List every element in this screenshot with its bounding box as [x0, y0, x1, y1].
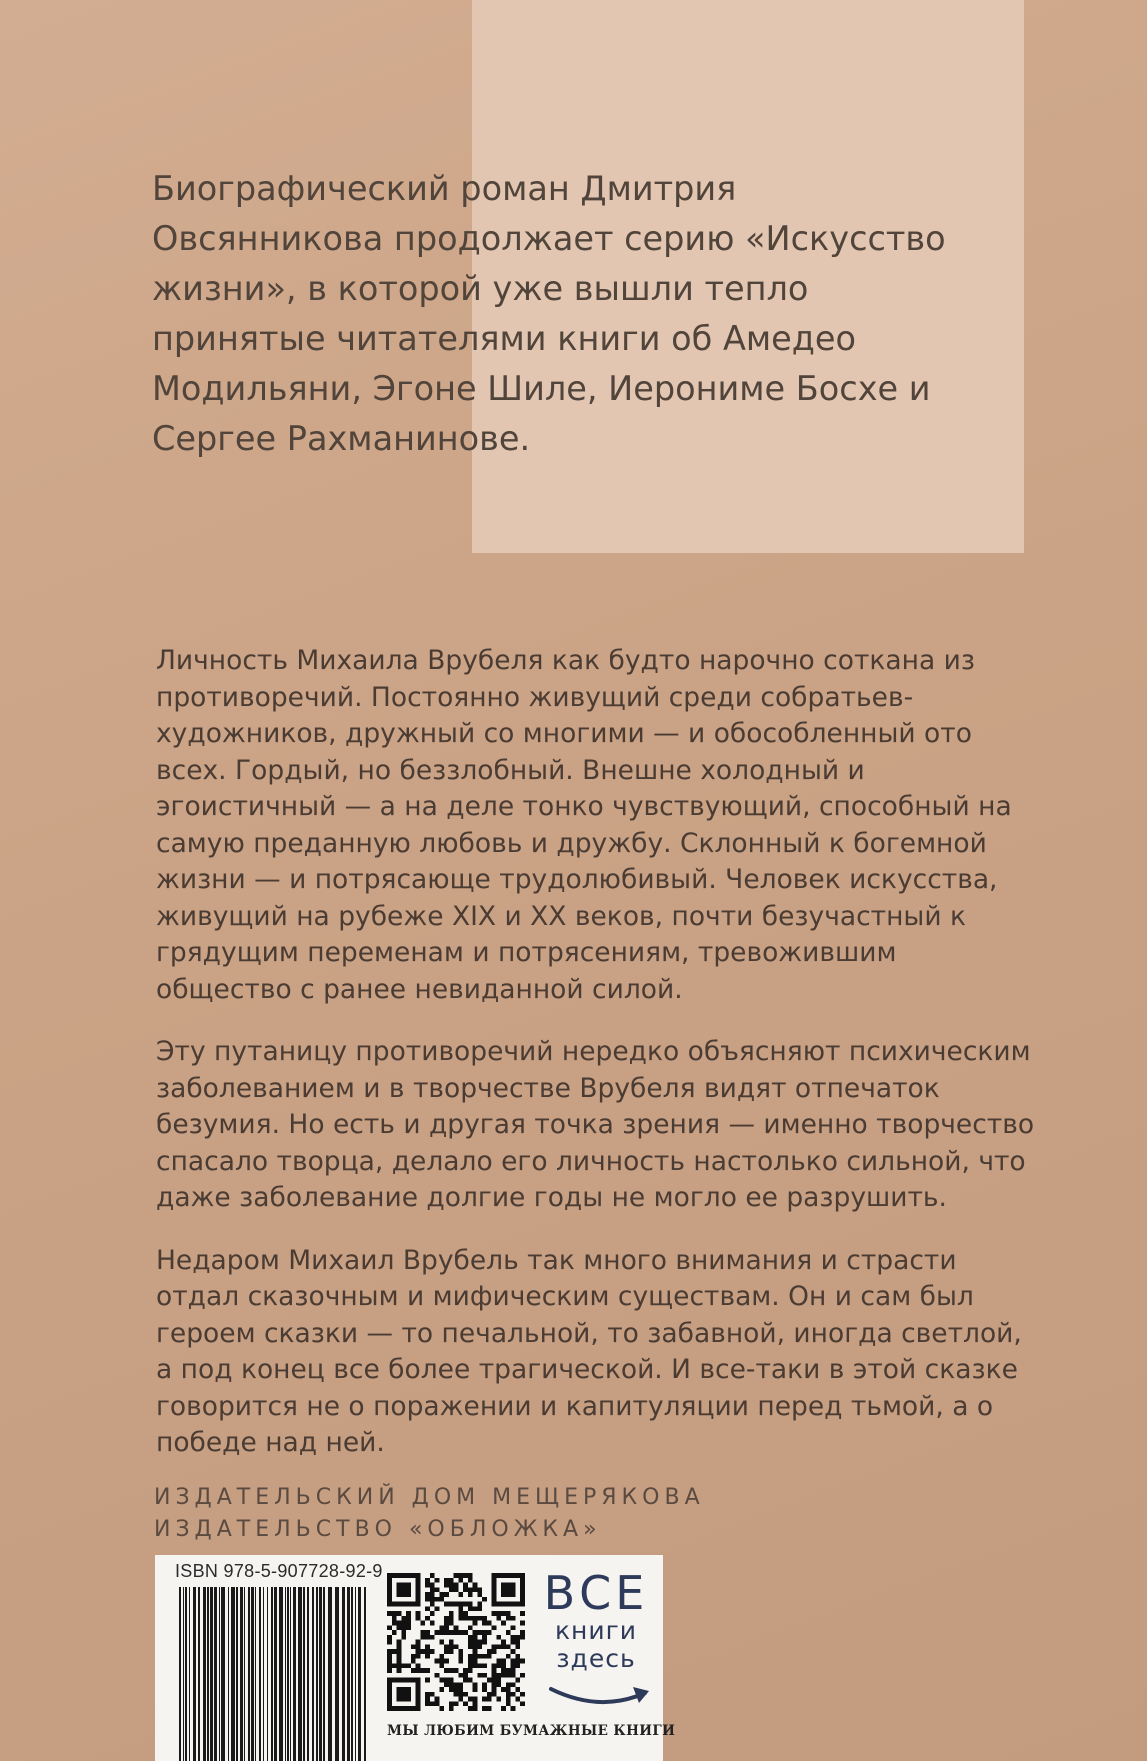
- paragraph-3: Недаром Михаил Врубель так много внимания и страсти отдал сказочным и мифическим существам. Он и сам был героем сказки — то печальной, то забавной, иногда светлой, а под конец все более трагической. И все-таки в этой сказке говорится не о поражении и капитуляции перед тьмой, а о победе над ней.: [156, 1244, 1022, 1458]
- brand-word-3: здесь: [556, 1644, 636, 1673]
- isbn-text: ISBN 978-5-907728-92-9: [175, 1561, 383, 1581]
- qr-code-icon: [387, 1573, 525, 1711]
- publisher-block: [154, 1482, 854, 1546]
- publisher-line-2: ИЗДАТЕЛЬСТВО «ОБЛОЖКА»: [154, 1517, 602, 1542]
- barcode-icon: [177, 1587, 371, 1761]
- curved-arrow-icon: [545, 1683, 655, 1713]
- brand-word-2: книги: [554, 1616, 638, 1645]
- publisher-line-1: ИЗДАТЕЛЬСКИЙ ДОМ МЕЩЕРЯКОВА: [154, 1485, 705, 1510]
- brand-word-1: ВСЕ: [543, 1566, 649, 1620]
- paragraph-1: Личность Михаила Врубеля как будто нарочно соткана из противоречий. Постоянно живущий среди собратьев-художников, дружный со многими — и обособленный ото всех. Гордый, но беззлобный. Внешне холодный и эгоистичный — а на деле тонко чувствующий, способный на самую преданную любовь и дружбу. Склонный к богемной жизни — и потрясающе трудолюбивый. Человек искусства, живущий на рубеже XIX и XX веков, почти безучастный к грядущим переменам и потрясениям, тревожившим общество с ранее невиданной силой.: [156, 645, 1012, 1005]
- intro-text: Биографический роман Дмитрия Овсянникова продолжает серию «Искусство жизни», в которой уже вышли тепло принятые читателями книги об Амедео Модильяни, Эгоне Шиле, Иерониме Босхе и Сергее Рахманинове.: [152, 169, 946, 458]
- brand-logo: [541, 1566, 651, 1673]
- price-sticker: [155, 1555, 676, 1761]
- paragraph-2: Эту путаницу противоречий нередко объясняют психическим заболеванием и в творчестве Врубеля видят отпечаток безумия. Но есть и другая точка зрения — именно творчество спасало творца, делало его личность настолько сильной, что даже заболевание долгие годы не могло ее разрушить.: [156, 1036, 1035, 1213]
- annotation: [156, 643, 1036, 1488]
- tagline-text: МЫ ЛЮБИМ БУМАЖНЫЕ КНИГИ: [387, 1723, 676, 1739]
